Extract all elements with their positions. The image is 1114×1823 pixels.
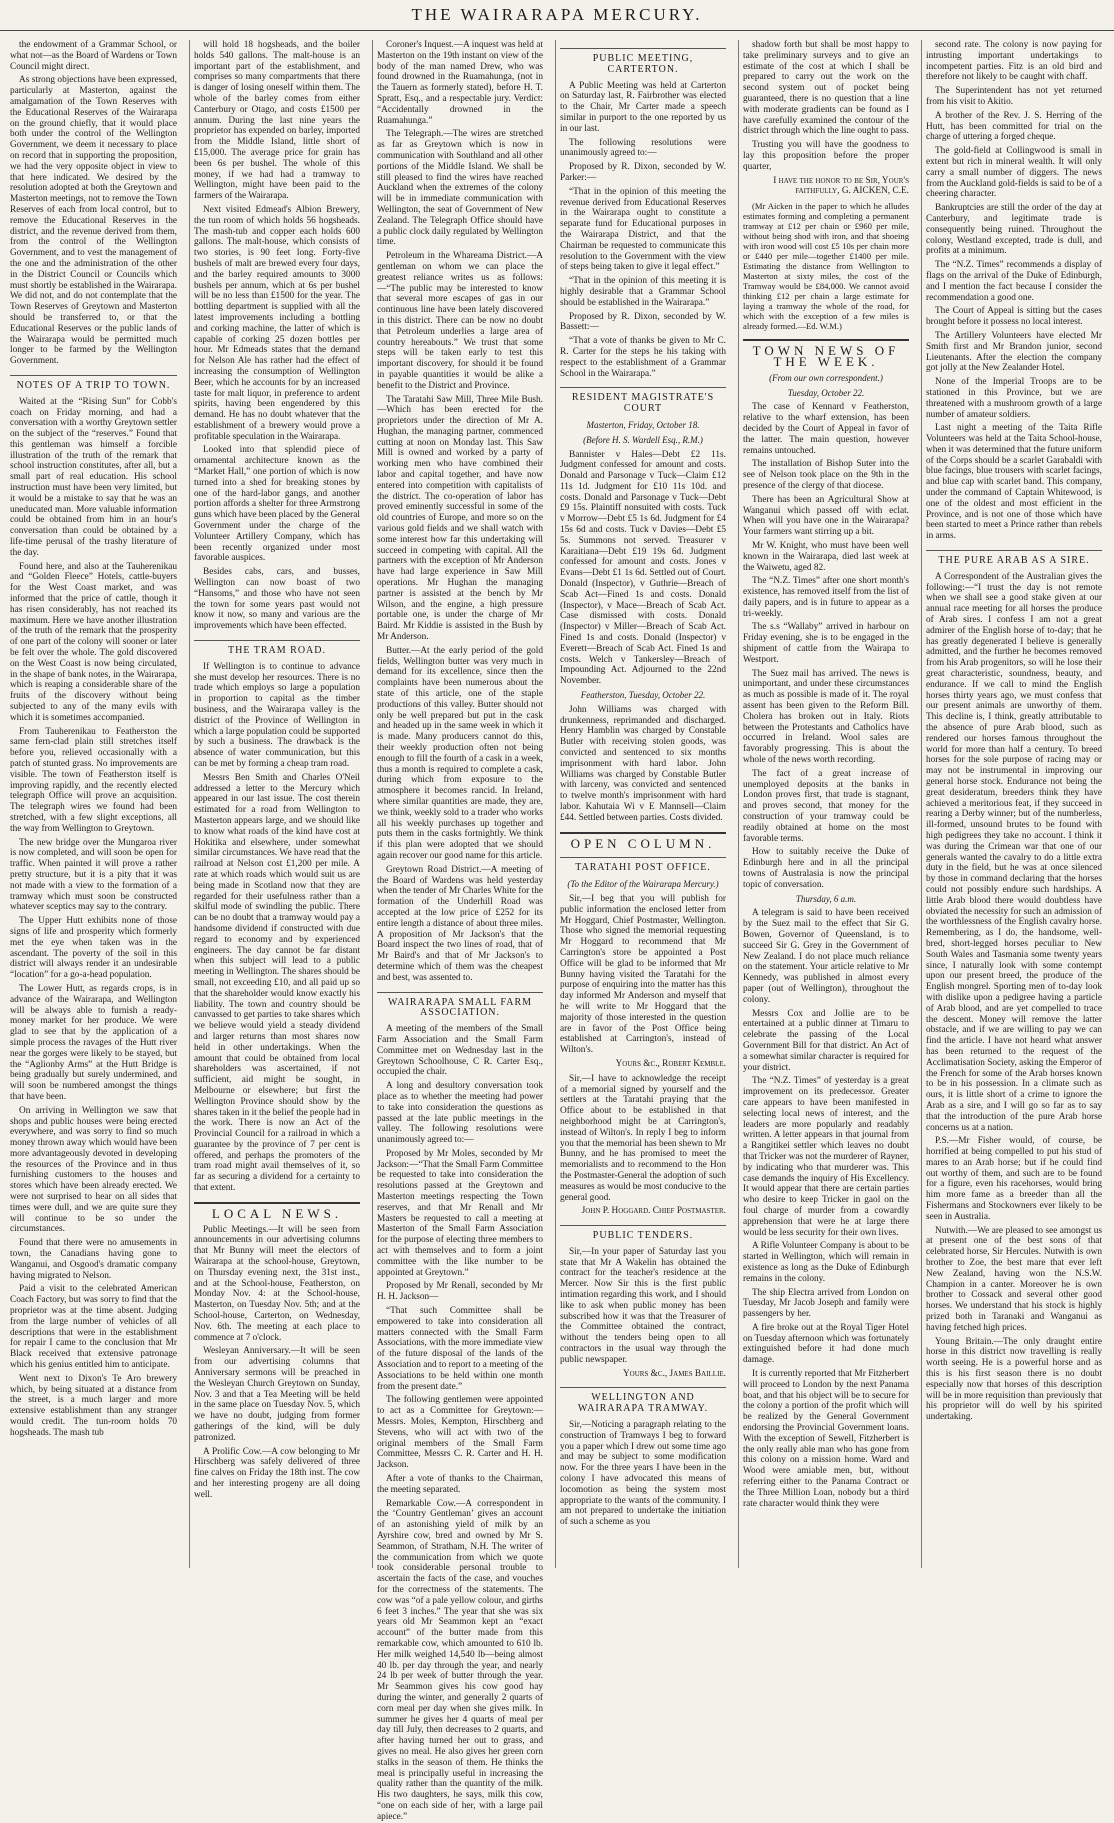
- paragraph: A Prolific Cow.—A cow belonging to Mr Hirschberg was safely delivered of three fine calves on Friday the 18th inst. The cow and her interesting progeny are all doing well.: [194, 1446, 360, 1500]
- signature: I have the honor to be Sir, Your's faithfully, G. AICKEN, C.E.: [773, 175, 909, 197]
- paragraph: The fact of a great increase of unemployed deposits at the banks in London proves first, that trade is stagnant, and proves second, that money for the construction of your tramway could be readily obtained at home on the most favorable terms.: [743, 768, 909, 844]
- paragraph: second rate. The colony is now paying for intrusting important undertakings to incompetent parties. Fitz is an old bird and therefore not likely to be caught with chaff.: [926, 40, 1102, 83]
- column-1: [6, 40, 181, 1568]
- paragraph: Coroner's Inquest.—A inquest was held at Masterton on the 19th instant on view of the body of the man named Drew, who was found drowned in the Ruamahunga, (not in the Tauern as formerly stated), before H. T. Spratt, Esq., and a respectable jury. Verdict: “Accidentally drowned in the Ruamahunga.”: [377, 40, 543, 126]
- paragraph: Trusting you will have the goodness to lay this proposition before the proper quarter,: [743, 140, 909, 172]
- paragraph: Found here, and also at the Tauherenikau and “Golden Fleece” Hotels, cattle-buyers for the West Coast market, and was informed that the price of cattle, though it has risen considerably, has not reached its maximum. Here we have another illustration of the truth of the remark that the prosperity of one part of the colony will sooner or later be felt over the whole. The gold discovered on the West Coast is now being circulated, in the shape of bank notes, in the Wairarapa, which is reaping a considerable share of the fruits of the discovery without being subjected to any of the many evils with which it is sometimes accompanied.: [10, 561, 177, 723]
- paragraph: A brother of the Rev. J. S. Herring of the Hutt, has been committed for trial on the charge of uttering a forged cheque.: [926, 110, 1102, 143]
- section-heading: OPEN COLUMN.: [560, 832, 726, 850]
- paragraph: P.S.—Mr Fisher would, of course, be horrified at being compelled to put his stud of mares to an Arab horse; but if he could find out worthy of them, and such are to be found for a figure, even his racehorses, would bring him more fame as a breeder than all the Fishermans and Stockowners ever likely to be seen in Australia.: [926, 1136, 1102, 1222]
- section-heading: THE TRAM ROAD.: [194, 640, 360, 657]
- signature: John P. Hoggard. Chief Postmaster.: [581, 1206, 726, 1217]
- paragraph: How to suitably receive the Duke of Edinburgh here and in all the principal towns of Australasia is now the principal topic of conversation.: [743, 847, 909, 890]
- paragraph: The ship Electra arrived from London on Tuesday, Mr Jacob Joseph and family were passengers by her.: [743, 1287, 909, 1320]
- paragraph: Nutwith.—We are pleased to see amongst us at present one of the best sons of that celebrated horse, Sir Hercules. Nutwith is own brother to Zoe, the best mare that ever left New Zealand, having won the N.S.W. Champion in a canter. Moreover he is own brother to Cossack and several other good horses. We understand that his stock is highly prized both in Taranaki and Wanganui as having fetched high prices.: [926, 1225, 1102, 1333]
- paragraph: A fire broke out at the Royal Tiger Hotel on Tuesday afternoon which was fortunately extinguished before it had done much damage.: [743, 1322, 909, 1366]
- paragraph: None of the Imperial Troops are to be stationed in this Province, but we are threatened with a mushroom growth of a large number of amateur soldiers.: [926, 377, 1102, 420]
- paragraph: The Superintendent has not yet returned from his visit to Akitio.: [926, 86, 1102, 107]
- paragraph: The Taratahi Saw Mill, Three Mile Bush.—Which has been erected for the proprietors under the direction of Mr A. Hughan, the managing partner, commenced cutting at noon on Monday last. This Saw Mill is owned and worked by a party of working men who have combined their labor and capital together, and have now entered into competition with capitalists of the district. The co-operation of labor has proved eminently successful in some of the old countries of Europe, and more so on the various gold fields and we shall watch with some interest how far this undertaking will succeed in competing with capital. All the partners with the exception of Mr Anderson have had large experience in Saw Mill operations. Mr Hughan the managing partner is assisted at the bench by Mr Wilson, and the engine, a high pressure portable one, is under the charge of Mr Baird. Mr Kiddie is assisted in the Bush by Mr Anderson.: [377, 394, 543, 643]
- paragraph: Went next to Dixon's Te Aro brewery which, by being situated at a distance from the street, is a much larger and more extensive establishment than any stranger would credit. The tun-room holds 70 hogsheads. The mash tub: [10, 1373, 177, 1438]
- paragraph: Proposed by R. Dixon, seconded by W. Parker:—: [560, 162, 726, 183]
- paragraph: The gold-field at Collingwood is small in extent but rich in mineral wealth. It will only carry a small number of diggers. The news from the Auckland gold-fields is said to be of a cheering character.: [926, 146, 1102, 200]
- paragraph: Greytown Road District.—A meeting of the Board of Wardens was held yesterday when the tender of Mr Charles White for the formation of the Underhill Road was accepted at the low price of £252 for its entire length a distance of about three miles. A proposition of Mr Jackson's that the Board inspect the two lines of road, that of Mr Baird's and that of Mr Jackson's to determine which of them was the cheapest and best, was assented to.: [377, 864, 543, 983]
- paragraph: Proposed by Mr Renall, seconded by Mr H. H. Jackson—: [377, 1281, 543, 1303]
- paragraph: The case of Kennard v Featherston, relative to the wharf extension, has been decided by the Court of Appeal in favor of the latter. The main question, however remains untouched.: [743, 402, 909, 456]
- paragraph: will hold 18 hogsheads, and the boiler holds 540 gallons. The malt-house is an important part of the establishment, and comprises so many compartments that there is danger of losing oneself within them. The whole of the barley comes from either Canterbury or Otago, and costs £1500 per annum. During the last nine years the proprietor has expended on barley, imported from the Middle Island, little short of £15,000. The average price for grain has been 6s per bushel. The whole of this money, if we had had a tramway to Wellington, might have been paid to the farmers of the Wairarapa.: [194, 40, 360, 202]
- columns: [6, 40, 1106, 1822]
- paragraph: Waited at the “Rising Sun” for Cobb's coach on Friday morning, and had a conversation with a worthy Greytown settler on the subject of the “reserves.” Found that this gentleman was himself a forcible illustration of the truth of the remark that school instruction constitutes, after all, but a small part of real education. His school instruction must have been very limited, but it would be a mistake to say that he was an uneducated man. More valuable information could be obtained from him in an hour's conversation than could be obtained by a life-time perusal of the trashy literature of the day.: [10, 396, 177, 558]
- paragraph: Found that there were no amusements in town, the Canadians having gone to Wanganui, and Osgood's dramatic company having migrated to Nelson.: [10, 1238, 177, 1281]
- subheading: Featherston, Tuesday, October 22.: [580, 690, 706, 701]
- paragraph: Petroleum in the Whareama District.—A gentleman on whom we can place the greatest reliance writes us as follows:—“The public may be interested to know that several more escapes of gas in our continuous line have been lately discovered in this district. There can be now no doubt that Petroleum underlies a large area of country hereabouts.” We trust that some steps will be taken early to test this important discovery, for should it be found in payable quantities it would be alike a benefit to the District and Province.: [377, 251, 543, 391]
- paragraph: A Rifle Volunteer Company is about to be started in Wellington, which will remain in existence as long as the Duke of Edinburgh remains in the colony.: [743, 1241, 909, 1284]
- subheading: Tuesday, October 22.: [787, 387, 865, 398]
- section-heading: TARATAHI POST OFFICE.: [560, 857, 726, 874]
- paragraph: The “N.Z. Times” after one short month's existence, has removed itself from the list of daily papers, and is in future to appear as a tri-weekly.: [743, 576, 909, 619]
- paragraph: The Upper Hutt exhibits none of those signs of life and prosperity which formerly met the eye when taken was in the ascendant. The poverty of the soil in this district will always render it an undesirable “location” for a go-a-head population.: [10, 916, 177, 981]
- paragraph: shadow forth but shall be most happy to take preliminary surveys and to give an estimate of the cost at which I shall be prepared to carry out the work on the second system out of pocket being guaranteed, there is no question that a line with moderate gradients can be found as I have carefully examined the contour of the district through which the line ought to pass.: [743, 40, 909, 137]
- paragraph: The Suez mail has arrived. The news is unimportant, and under these circumstances as much as possible is made of it. The royal assent has been given to the Reform Bill. Cholera has broken out in Italy. Riots between the Protestants and Catholics have occurred in Ireland. Wool sales are favorably progressing. This is about the whole of the news worth recording.: [743, 668, 909, 766]
- paragraph: Wesleyan Anniversary.—It will be seen from our advertising columns that Anniversary sermons will be preached in the Wesleyan Church Greytown on Sunday, Nov. 3 and that a Tea Meeting will be held in the same place on Tuesday Nov. 5, which we have no doubt, judging from former gatherings of the kind, will be duly patronized.: [194, 1346, 360, 1443]
- paragraph: Bankruptcies are still the order of the day at Canterbury, and legitimate trade is consequently being ruined. Throughout the colony, Westland excepted, trade is dull, and profits at a minimum.: [926, 203, 1102, 257]
- paragraph: Next visited Edmead's Albion Brewery, the tun room of which holds 56 hogsheads. The mash-tub and copper each holds 600 gallons. The malt-house, which consists of two stories, is 90 feet long. Forty-five bushels of malt are brewed every four days, and the barley required amounts to 3000 bushels per annum, which at 6s per bushel will be no less than £1500 for the year. The bottling department is supplied with all the latest improvements including a bottling and corking machine, the latter of which is capable of corking 25 dozen bottles per hour. Mr Edmeads states that the demand for Nelson Ale has rather had the effect of increasing the consumption of Wellington Beer, which he accounts for by an increased taste for malt liquor, in preference to ardent spirits, having been engendered by this demand. He has no doubt whatever that the establishment of a brewery would prove a profitable speculation in the Wairarapa.: [194, 204, 360, 442]
- paragraph: The Lower Hutt, as regards crops, is in advance of the Wairarapa, and Wellington will be always able to furnish a ready-money market for her produce. We were glad to see that by the application of a simple process the ravages of the Hutt river near the gorges were likely to be stayed, but the “Aglionby Arms” at the Hutt Bridge is being gradually but surely undermined, and will soon be numbered amongst the things that have been.: [10, 983, 177, 1102]
- section-heading: TOWN NEWS OF THE WEEK.: [743, 339, 909, 368]
- signature: Yours &c., James Baillie.: [622, 1368, 726, 1379]
- column-3: [372, 40, 547, 1822]
- column-2: [189, 40, 364, 1568]
- subheading: (To the Editor of the Wairarapa Mercury.): [567, 879, 719, 890]
- paragraph: Messrs Cox and Jollie are to be entertained at a public dinner at Timaru to celebrate the passing of the Local Government Bill for that district. An Act of a somewhat similar character is required for your district.: [743, 1008, 909, 1073]
- paragraph: Mr W. Knight, who must have been well known in the Wairarapa, died last week at the Waiwetu, aged 82.: [743, 540, 909, 573]
- paragraph: A Correspondent of the Australian gives the following:—“I trust the day is not remote when we shall see a good stake given at our annual race meeting for all horses the produce of Arab sires. I confess I am not a great admirer of the English horse of to-day; that he has greatly degenerated I believe is generally admitted, and the further he becomes removed from his Arab progenitors, so will he lose their great characteristic, soundness, beauty, and endurance. If we call to mind the English horses thirty years ago, we must confess that our present animals are unworthy of them. This decline is, I think, greatly attributable to the absence of pure Arab blood, such as rendered our horses famous throughout the world for more than half a century. To breed horses for the sole purpose of racing may or may not be instrumental in improving our general horse stock. Endurance not being the great desideratum, breeders think they have achieved a meritorious feat, if they succeed in rearing a Derby winner; but of the numberless, ill-formed, unsound brutes to be found with high pedigrees they take no account. I think it was during the Crimean war that one of our generals wanted the cavalry to do a little extra duty in the field, but he was at once silenced by those in command declaring that the horses could not possibly endure such hardships. A little Arab blood there would doubtless have obviated the necessity for such an admission of the worthlessness of the English cavalry horse. Remembering, as I do, the handsome, well-bred, short-legged horses peculiar to New South Wales and Tasmania some twenty years since, I naturally look with some contempt upon our present breed, the produce of the English mongrel. Sporting men of to-day look with dislike upon a pedigree having a particle of Arab blood, and are yet compelled to trace the descent. Money will remove the latter obstacle, and if we are willing to pay we can find the article. I have not heard what answer has been returned to the request of the Acclimatisation Society, asking the Emperor of the French for some of the Arab horses known to be in his possession. In a climate such as ours, it is little short of a crime to ignore the Arab as a sire, and I will go so far as to say that the introduction of the pure Arab horse concerns us at a nation.: [926, 571, 1102, 1133]
- paragraph: Sir,—Noticing a paragraph relating to the construction of Tramways I beg to forward you a paper which I drew out some time ago and may be subject to some modification now. For the three years I have been in the colony I have advocated this means of locomotion as being the system most appropriate to the wants of the community. I am not prepared to undertake the initiation of such a scheme as you: [560, 1420, 726, 1528]
- paragraph: Remarkable Cow.—A correspondent in the ‘Country Gentleman’ gives an account of an astonishing yield of milk by an Ayrshire cow, bred and owned by Mr S. Seammon, of Stratham, N.H. The writer of the communication from which we quote took considerable personal trouble to ascertain the facts of the case, and vouches for the correctness of the statements. The cow was “of a pale yellow colour, and girths 6 feet 3 inches.” The year that she was six years old Mr Seammon kept an “exact account” of the butter made from this remarkable cow, which amounted to 610 lb. Her milk weighed 14,540 lb—being almost 40 lb. per day through the year, and nearly 24 lb per week of butter through the year. Mr Seammon gives his cow good hay during the winter, and generally 2 quarts of corn meal per day when she gives milk. In summer he gives her 4 quarts of meal per day till July, then decreases to 2 quarts, and after having turned her out to grass, and gives no meal. He also gives her green corn stalks in the season of them. He thinks the meal is principally useful in increasing the quality rather than the quantity of the milk. His two daughters, he says, milk this cow, “one on each side of her, with a large pail apiece.”: [377, 1498, 543, 1822]
- paragraph: A Public Meeting was held at Carterton on Saturday last, R. Fairbrother was elected to the Chair, Mr Carter made a speech similar in purport to the one reported by us in our last.: [560, 80, 726, 134]
- paragraph: From Tauherenikau to Featherston the same fern-clad plain still stretches itself before you, relieved occasionally with a patch of stunted grass. No improvements are visible. The town of Featherston itself is improving rapidly, and the recently elected telegraph Office will prove an acquisition. The telegraph wires we found had been stretched, with a few slight exceptions, all the way from Wellington to Greytown.: [10, 726, 177, 834]
- paragraph: The “N.Z. Times” recommends a display of flags on the arrival of the Duke of Edinburgh, and I mention the fact because I consider the recommendation a good one.: [926, 260, 1102, 303]
- paragraph: Sir,—I beg that you will publish for public information the enclosed letter from Mr Hoggard, Chief Postmaster, Wellington. Those who signed the memorial requesting Mr Hoggard to recommend that Mr Carrington's store be appointed a Post Office will be glad to be informed that Mr Bunny having visited the Taratahi for the purpose of enquiring into the matter has this day informed Mr Anderson and myself that he will write to Mr Hoggard that the majority of those interested in the question are in favor of the Post Office being established at Carrington's, instead of Wilton's.: [560, 893, 726, 1056]
- paragraph: A telegram is said to have been received by the Suez mail to the effect that Sir G. Bowen, Governor of Queensland, is to succeed Sir G. Grey in the Government of New Zealand. I do not place much reliance on the statement. Your article relative to Mr Kennedy, was published in almost every paper (out of Wellington), throughout the colony.: [743, 908, 909, 1005]
- paragraph: The Court of Appeal is sitting but the cases brought before it possess no local interest.: [926, 306, 1102, 328]
- section-heading: RESIDENT MAGISTRATE'S COURT: [560, 387, 726, 415]
- paragraph: Bannister v Hales—Debt £2 11s. Judgment confessed for amount and costs. Donald and Parsonage v Tuck—Claim £12 11s 1d. Judgment for £10 11s 10d. and costs. Donald and Parsonage v Tuck—Debt £9 15s. Plaintiff nonsuited with costs. Tuck v Morrow—Debt £5 1s 6d. Judgment for £4 15s 6d and costs. Tuck v Davies—Debt £5 5s. Summons not served. Treasurer v Karaitiana—Debt £19 19s 6d. Judgment confessed for amount and costs. Jones v Evans—Debt £1 1s 6d. Settled out of Court. Donald (Inspector), v Guthrie—Breach of Scab Act—Fined 1s and costs. Donald (Inspector), v Mace—Breach of Scab Act. Case dismissed with costs. Donald (Inspector) v Miller—Breach of Scab Act. Fined 1s and costs. Donald (Inspector) v Everett—Breach of Scab Act. Fined 1s and costs. Welch v Tankersley—Breach of Impounding Act. Adjourned to the 22nd November.: [560, 449, 726, 687]
- paragraph: The “N.Z. Times” of yesterday is a great improvement on its predecessor. Greater care appears to have been manifested in selecting local news of interest, and the leaders are more popularly and readably written. A letter appears in that journal from a Rangitikei settler which leaves no doubt that Tricker was not the murderer of Rayner, by indicating who that murderer was. This case demands the inquiry of His Excellency. It would appear that there are certain parties who desire to keep Tricker in gaol on the foul charge of murder from a cowardly apprehension that were he at large there would be less security for their own lives.: [743, 1076, 909, 1238]
- paragraph: Young Britain.—The only draught entire horse in this district now travelling is really worth seeing. He is a powerful horse and as this is his first season there is no doubt especially now that horses of this description will be in more requisition than previously that his proprietor will do well by his spirited undertaking.: [926, 1336, 1102, 1423]
- paragraph: Paid a visit to the celebrated American Coach Factory, but was sorry to find that the proprietor was at the time absent. Judging from the large number of vehicles of all descriptions that were in the establishment for repair I came to the conclusion that Mr Black received that extensive patronage which his genius entitled him to anticipate.: [10, 1284, 177, 1371]
- paragraph: The installation of Bishop Suter into the see of Nelson took place on the 9th in the presence of the clergy of that diocese.: [743, 459, 909, 491]
- section-heading: THE PURE ARAB AS A SIRE.: [926, 550, 1102, 567]
- section-heading: LOCAL NEWS.: [194, 1202, 360, 1220]
- subheading: (Before H. S. Wardell Esq., R.M.): [583, 434, 703, 445]
- paragraph: Proposed by Mr Moles, seconded by Mr Jackson:—“That the Small Farm Committee be requested to take into consideration the resolutions passed at the Greytown and Masterton meetings respecting the Town reserves, and that Mr Renall and Mr Masters be requested to call a meeting at Masterton of the Small Farm Association for the purpose of electing three members to act with themselves and to form a joint committee with the like number to be appointed at Greytown.”: [377, 1148, 543, 1278]
- paragraph: On arriving in Wellington we saw that shops and public houses were being erected everywhere, and was sorry to find so much money thrown away which would have been more advantageously devoted in developing the resources of the Province and in thus furnishing customers to the houses and stores which have been already erected. We were not surprised to hear on all sides that times were dull, and we are quite sure they will continue to be so under the circumstances.: [10, 1105, 177, 1235]
- paragraph: The new bridge over the Mungaroa river is now completed, and will soon be open for traffic. When painted it will prove a rather pretty structure, but it is a pity that it was not made with a view to the formation of a tramway which must soon be constructed whatever sceptics may say to the contrary.: [10, 837, 177, 913]
- paragraph: As strong objections have been expressed, particularly at Masterton, against the amalgamation of the Town Reserves with the Educational Reserves of the Wairarapa on the ground chiefly, that it would place both under the control of the Wellington Government, we deem it necessary to place on record that in supporting the proposition, we had the very opposite object in view to that here indicated. We desired by the resolution adopted at both the Greytown and Masterton meetings, not to remove the Town Reserves of each from local control, but to remove the Educational Reserves in the district, and the revenue derived from them, from the control of the Wellington Government, and to vest the management of the one and the administration of the other in the District Council or Councils which must shortly be established in the Wairarapa. We did not, and do not contemplate that the Town Reserves of Greytown and Masterton should be transferred to, or that the Educational Reserves or the public lands of the Wairarapa would be permitted much longer to be farmed by the Wellington Government.: [10, 75, 177, 367]
- masthead-title: THE WAIRARAPA MERCURY.: [0, 0, 1114, 31]
- subheading: (From our own correspondent.): [769, 372, 883, 383]
- paragraph: A long and desultory conversation took place as to whether the meeting had power to take into consideration the questions as passed at the late public meetings in the valley. The following resolutions were unanimously agreed to:—: [377, 1081, 543, 1146]
- column-5: [738, 40, 913, 1568]
- paragraph: “That such Committee shall be empowered to take into consideration all matters connected with the Small Farm Associations, with the more immediate view of the future disposal of the lands of the Association and to report to a meeting of the Associations to be held within one month from the present date.”: [377, 1306, 543, 1392]
- section-heading: PUBLIC MEETING, CARTERTON.: [560, 48, 726, 76]
- paragraph: Looked into that splendid piece of ornamental architecture known as the “Market Hall,” one portion of which is now turned into a shed for breaking stones by one of the hard-labor gangs, and another portion affords a shelter for three Armstrong guns which have been placed by the General Government under the charge of the Volunteer Artillery Company, which has been recently organized under most favorable auspices.: [194, 445, 360, 564]
- column-6: [921, 40, 1106, 1568]
- paragraph: Messrs Ben Smith and Charles O'Neil addressed a letter to the Mercury which appeared in our last issue. The cost therein estimated for a road from Wellington to Masterton appears large, and we should like to know what roads of the kind have cost at Hokitika and elsewhere, under somewhat similar circumstances. We have read that the railroad at Nelson cost £1,200 per mile. A rate at which roads which would suit us are being made in Scotland now that they are regarded for their usefulness rather than a skilful mode of swindling the public. There can be no doubt that a tramway would pay a handsome dividend if constructed with due regard to economy and by experienced engineers. The day cannot be far distant when this subject will lead to a public meeting in Wellington. The shares should be small, not exceeding £10, and all paid up so that the shareholder would know exactly his liability. The town and country should be canvassed to get parties to take shares which we believe would yield a steady dividend and larger returns than most shares now held in other undertakings. When the amount that could be obtained from local shareholders was ascertained, if not sufficient, aid might be sought, in Melbourne or elsewhere; but first the Wellington Province should show by the shares taken in it the belief the people had in the work. There is now an Act of the Provincial Council for a railroad in which a guarantee by the province of 7 per cent is offered, and perhaps the promoters of the tram road might avail themselves of it, so far as securing a dividend for a certainty to that extent.: [194, 772, 360, 1194]
- paragraph: A meeting of the members of the Small Farm Association and the Small Farm Committee met on Wednesday last in the Greytown Schoolhouse, C R. Carter Esq., occupied the chair.: [377, 1024, 543, 1078]
- paragraph: The s.s “Wallaby” arrived in harbour on Friday evening, she is to be engaged in the shipment of cattle from the Wairapa to Westport.: [743, 622, 909, 665]
- section-heading: WELLINGTON AND WAIRARAPA TRAMWAY.: [560, 1387, 726, 1415]
- paragraph: Sir,—In your paper of Saturday last you state that Mr A Wakelin has obtained the contract for the teacher's residence at the Mercer. Now Sir this is the first public intimation regarding this work, and I should like to ask when public money has been subscribed how it was that the Treasurer of the Committee obtained the contract, without the tenders being open to all contractors in the usual way through the public newspaper.: [560, 1246, 726, 1365]
- paragraph: If Wellington is to continue to advance she must develop her resources. There is no trade which employs so large a population in proportion to capital as the timber business, and the Wairarapa valley is the district of the Province of Wellington in which a large population could be supported by such a business. The drawback is the absence of water communication, but this can be met by forming a cheap tram road.: [194, 661, 360, 769]
- paragraph: “That in the opinion of this meeting it is highly desirable that a Grammar School should be established in the Wairarapa.”: [560, 276, 726, 308]
- paragraph: The Telegraph.—The wires are stretched as far as Greytown which is now in communication with Southland and all other portions of the Middle Island. We shall be still pleased to find the wires have reached Auckland when the extremes of the colony will be in immediate communication with Wellington, the seat of Government of New Zealand. The Telegraph Office should have a public clock daily regulated by Wellington time.: [377, 129, 543, 248]
- paragraph: Proposed by R. Dixon, seconded by W. Bassett:—: [560, 311, 726, 333]
- section-heading: NOTES OF A TRIP TO TOWN.: [10, 375, 177, 392]
- signature: Yours &c., Robert Kemble.: [615, 1058, 726, 1069]
- section-heading: WAIRARAPA SMALL FARM ASSOCIATION.: [377, 992, 543, 1020]
- column-4: [555, 40, 730, 1568]
- paragraph: The following gentlemen were appointed to act as a Committee for Greytown:—Messrs. Moles, Kempton, Hirschberg and Stevens, who will act with two of the original members of the Small Farm Committee, Messrs C. R. Carter and H. H. Jackson.: [377, 1395, 543, 1471]
- paragraph: Besides cabs, cars, and busses, Wellington can now boast of two “Hansoms,” and those who have not seen the town for some years past would not know it now, so many and various are the improvements which have been effected.: [194, 567, 360, 632]
- paragraph: the endowment of a Grammar School, or what not—as the Board of Wardens or Town Council might direct.: [10, 40, 177, 72]
- paragraph: Butter.—At the early period of the gold fields, Wellington butter was very much in demand for its excellence, since then the complaints have been numerous about the state of this article, one of the staple productions of this valley. Butter should not only be well prepared but put in the cask and headed up in the same week in which it is made. Many producers cannot do this, their weekly production often not being enough to fill the fourth of a cask in a week, thus a month is required to complete a cask, during which from exposure to the atmosphere it becomes rancid. In Ireland, where similar quantities are made, they are, we think, weekly sold to a trader who works all his weekly purchases up together and puts them in the casks fortnightly. We think if this plan were adopted that we should again recover our good name for this article.: [377, 645, 543, 861]
- paragraph: The Artillery Volunteers have elected Mr Smith first and Mr Brandon junior, second Lieutenants. After the election the company got jolly at the New Zealander Hotel.: [926, 330, 1102, 374]
- paragraph: The following resolutions were unanimously agreed to:—: [560, 137, 726, 159]
- editor-note: (Mr Aicken in the paper to which he alludes estimates forming and completing a permanent tramway at £12 per chain or £960 per mile, without being shod with iron, and that shoeing with iron wood will cost £5 10s per chain more or £440 per mile—together £1400 per mile. Estimating the distance from Wellington to Masterton at sixty miles, the cost of the Tramway would be £84,000. We cannot avoid thinking £12 per chain a large estimate for laying a tramway the whole of the road, for which with the exception of a few miles is already formed.—Ed. W.M.): [743, 201, 909, 332]
- paragraph: Last night a meeting of the Taita Rifle Volunteers was held at the Taita School-house, when it was determined that the future uniform of the Corps should be a scarlet Garabaldi with blue facings, blue trousers with scarlet facings, and blue cap with scarlet band. This company, under the command of Captain Whitewood, is one of the oldest and most efficient in the Province, and is not one of those which have been started to meet a Prince rather than rebels in arms.: [926, 423, 1102, 542]
- subheading: Thursday, 6 a.m.: [795, 893, 857, 904]
- paragraph: “That a vote of thanks be given to Mr C. R. Carter for the steps he his taking with respect to the establishment of a Grammar School in the Wairarapa.”: [560, 336, 726, 379]
- paragraph: John Williams was charged with drunkenness, reprimanded and discharged. Henry Hamblin was charged by Constable Butler with receiving stolen goods, was convicted and sentenced to six months imprisonment with hard labor. John Williams was charged by Constable Butler with larceny, was convicted and sentenced to twelve month's imprisonment with hard labor. Kahutaia Wi v E Mannsell—Claim £44. Settled between parties. Costs divided.: [560, 704, 726, 823]
- subheading: Masterton, Friday, October 18.: [586, 419, 700, 430]
- paragraph: “That in the opinion of this meeting the revenue derived from Educational Reserves in the Wairarapa ought to constitute a separate fund for Educational purposes in the Wairarapa District, and that the Chairman be requested to communicate this resolution to the Government with the view of steps being taken to give it legal effect.”: [560, 186, 726, 273]
- paragraph: After a vote of thanks to the Chairman, the meeting separated.: [377, 1474, 543, 1495]
- section-heading: PUBLIC TENDERS.: [560, 1225, 726, 1242]
- paragraph: Sir,—I have to acknowledge the receipt of a memorial signed by yourself and the settlers at the Taratahi praying that the Office about to be established in that neighborhood might be at Carrington's, instead of Wilton's. In reply I beg to inform you that the memorial has been shewn to Mr Bunny, and he has promised to meet the memorialists and to recommend to the Hon the Postmaster-General the adoption of such measures as would be most conducive to the general good.: [560, 1073, 726, 1203]
- paragraph: Public Meetings.—It will be seen from announcements in our advertising columns that Mr Bunny will meet the electors of Wairarapa at the school-house, Greytown, on Thursday evening next, the 31st inst., and at the School-house, Featherston, on Monday Nov. 4: at the School-house, Masterton, on Tuesday Nov. 5th; and at the School-house, Carterton, on Wednesday, Nov. 6th. The meeting at each place to commence at 7 o'clock.: [194, 1224, 360, 1343]
- paragraph: It is currently reported that Mr Fitzherbert will proceed to London by the next Panama boat, and that his object will be to secure for the colony a portion of the profit which will be realized by the General Government endorsing the Provincial Government loans. With the exception of Sewell, Fitzherbert is the only really able man who has gone from this colony on a mission home. Ward and Wood were amiable men, but, without referring either to the Panama Contract or the Three Million Loan, nobody but a third rate character would think they were: [743, 1369, 909, 1509]
- paragraph: There has been an Agricultural Show at Wanganui which passed off with eclat. When will you have one in the Wairarapa? Your farmers want stirring up a bit.: [743, 494, 909, 538]
